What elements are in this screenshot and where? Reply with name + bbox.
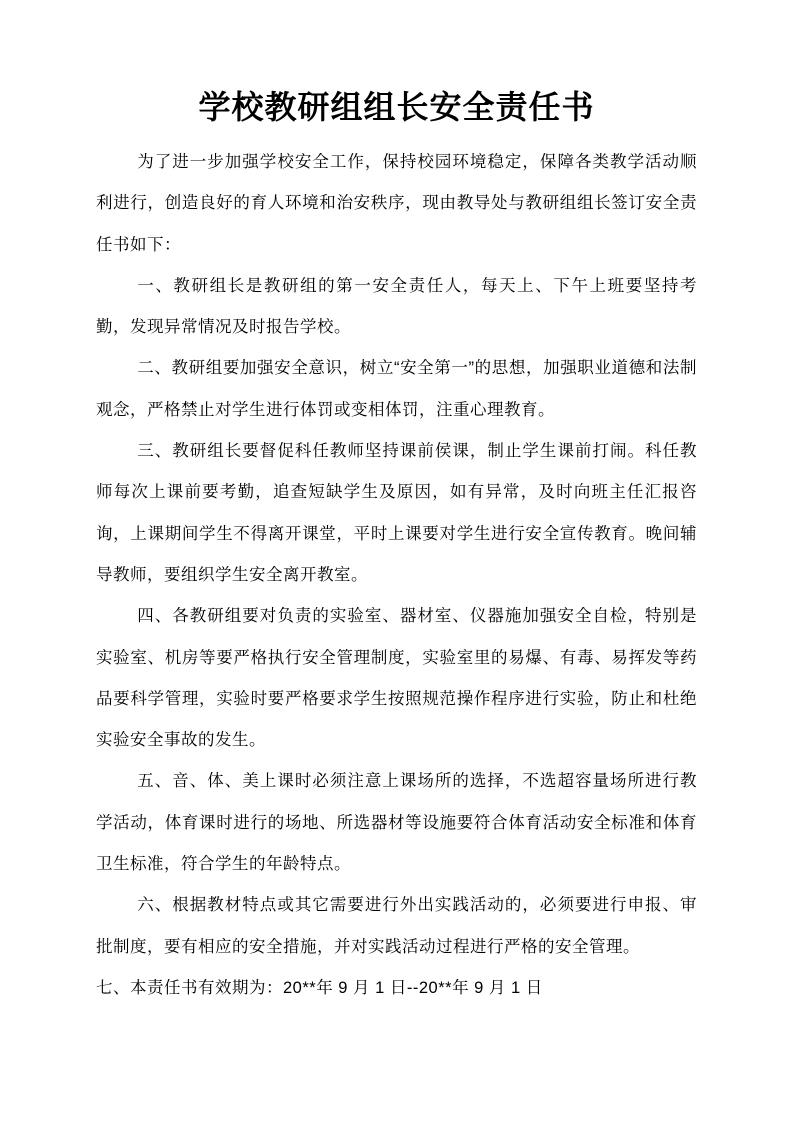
clause-3: 三、教研组长要督促科任教师坚持课前侯课，制止学生课前打闹。科任教师每次上课前要考勤，追查短缺学生及原因，如有异常，及时向班主任汇报咨询，上课期间学生不得离开课堂，平时上课要对学生进行安全宣传教育。晚间辅导教师，要组织学生安全离开教室。 — [96, 442, 697, 584]
clause-6: 六、根据教材特点或其它需要进行外出实践活动的，必须要进行申报、审批制度，要有相应的安全措施，并对实践活动过程进行严格的安全管理。 — [96, 896, 697, 956]
document-title: 学校教研组组长安全责任书 — [198, 89, 595, 125]
paragraph-intro: 为了进一步加强学校安全工作，保持校园环境稳定，保障各类教学活动顺利进行，创造良好的育人环境和治安秩序，现由教导处与教研组组长签订安全责任书如下： — [96, 153, 697, 254]
clause-5: 五、音、体、美上课时必须注意上课场所的选择，不选超容量场所进行教学活动，体育课时进行的场地、所选器材等设施要符合体育活动安全标准和体育卫生标准，符合学生的年龄特点。 — [96, 772, 697, 874]
clause-4: 四、各教研组要对负责的实验室、器材室、仪器施加强安全自检，特别是实验室、机房等要严格执行安全管理制度，实验室里的易爆、有毒、易挥发等药品要科学管理，实验时要严格要求学生按照规范操作程序进行实验，防止和杜绝实验安全事故的发生。 — [96, 607, 697, 750]
clause-7-validity-period: 七、本责任书有效期为：20**年 9 月 1 日--20**年 9 月 1 日 — [96, 978, 543, 997]
clause-2: 二、教研组要加强安全意识，树立“安全第一”的思想，加强职业道德和法制观念，严格禁止对学生进行体罚或变相体罚，注重心理教育。 — [96, 359, 697, 419]
clause-1: 一、教研组长是教研组的第一安全责任人，每天上、下午上班要坚持考勤，发现异常情况及时报告学校。 — [96, 276, 697, 337]
